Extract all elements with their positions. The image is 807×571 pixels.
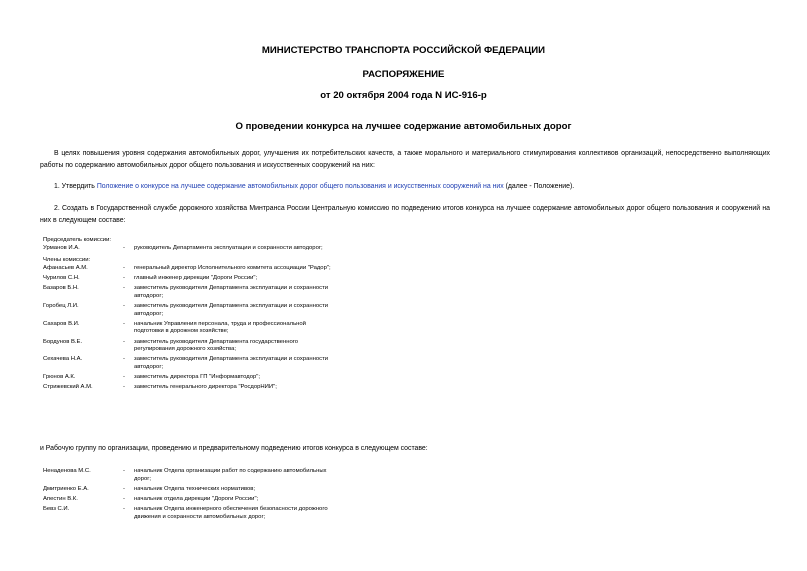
- item-1-prefix: 1. Утвердить: [54, 183, 97, 190]
- list-item: [43, 374, 363, 382]
- member-dash: -: [123, 485, 125, 492]
- member-position: руководитель Департамента эксплуатации и сохранности автодорог;: [134, 245, 323, 251]
- member-name: Сахаров В.И.: [43, 320, 80, 327]
- member-name: Грюнов А.К.: [43, 374, 76, 381]
- ministry-heading: МИНИСТЕРСТВО ТРАНСПОРТА РОССИЙСКОЙ ФЕДЕРАЦИИ: [261, 45, 546, 56]
- member-name: Бевз С.И.: [43, 506, 70, 513]
- list-item: [43, 356, 363, 371]
- list-item: [43, 285, 363, 300]
- member-name: Базаров Б.Н.: [43, 285, 79, 292]
- list-item: [43, 339, 363, 354]
- list-item: [43, 384, 363, 392]
- member-dash: -: [123, 338, 125, 345]
- member-name: Афанасьев А.М.: [43, 264, 88, 271]
- member-dash: -: [123, 468, 125, 474]
- member-dash: -: [123, 303, 125, 310]
- member-dash: -: [123, 245, 125, 251]
- member-dash: -: [123, 384, 125, 391]
- member-position: главный инженер дирекции "Дороги России";: [134, 275, 258, 282]
- member-position: генеральный директор Исполнительного комитета ассоциации "Радор";: [134, 264, 331, 271]
- intro-paragraph: В целях повышения уровня содержания автомобильных дорог, улучшения их потребительских качеств, а также морального и материального стимулирования коллективов организаций, непосредственно выполняющих работы по содержанию автомобильных дорог общего пользования и искусственных сооружений на них:: [40, 150, 770, 169]
- member-name: Горобец Л.И.: [43, 303, 79, 310]
- chair-label: Председатель комиссии:: [43, 237, 111, 243]
- member-dash: -: [123, 356, 125, 363]
- item-2-paragraph: 2. Создать в Государственной службе дорожного хозяйства Минтранса России Центральную комиссию по подведению итогов конкурса на лучшее содержание автомобильных дорог общего пользования и сооружений на них в следующем составе:: [40, 205, 770, 224]
- member-position: начальник Отдела технических нормативов;: [134, 485, 256, 492]
- commission-list: [43, 236, 363, 392]
- member-name: Стрижевский А.М.: [43, 384, 93, 391]
- member-dash: -: [123, 506, 125, 513]
- list-item: [43, 275, 363, 283]
- list-item: [43, 506, 363, 521]
- member-position: заместитель генерального директора "РосдорНИИ";: [134, 384, 277, 391]
- member-position: заместитель руководителя Департамента эксплуатации и сохранности автодорог;: [134, 285, 329, 299]
- item-1-suffix: (далее - Положение).: [503, 183, 575, 190]
- members-container: [43, 265, 363, 392]
- regulation-link[interactable]: Положение о конкурсе на лучшее содержание автомобильных дорог общего пользования и искусственных сооружений на них: [96, 183, 504, 190]
- list-item: [43, 321, 363, 336]
- member-dash: -: [123, 264, 125, 271]
- member-name: Апестин В.К.: [43, 495, 78, 502]
- document-title: О проведении конкурса на лучшее содержание автомобильных дорог: [235, 121, 572, 132]
- member-position: заместитель руководителя Департамента государственного регулирования дорожного хозяйства;: [134, 338, 299, 353]
- list-item: [43, 303, 363, 318]
- list-item: [43, 468, 363, 483]
- document-type: РАСПОРЯЖЕНИЕ: [362, 69, 445, 80]
- member-dash: -: [123, 374, 125, 381]
- list-item: [43, 486, 363, 494]
- member-dash: -: [123, 320, 125, 327]
- member-position: заместитель директора ГП "Информавтодор";: [134, 374, 260, 381]
- member-name: Урманов И.А.: [43, 245, 80, 251]
- member-position: начальник Отдела организации работ по содержанию автомобильных дорог;: [134, 468, 327, 482]
- workgroup-paragraph: и Рабочую группу по организации, проведению и предварительному подведению итогов конкурса в следующем составе:: [40, 445, 428, 452]
- list-item: [43, 265, 363, 273]
- member-name: Ненаденова М.С.: [43, 468, 91, 474]
- workgroup-list: [43, 468, 363, 521]
- document-date-number: от 20 октября 2004 года N ИС-916-р: [320, 90, 487, 101]
- member-name: Сехачева Н.А.: [43, 356, 83, 363]
- member-position: начальник Управления персонала, труда и профессиональной подготовки в дорожном хозяйстве;: [134, 320, 306, 335]
- item-1-paragraph: [40, 181, 770, 193]
- member-dash: -: [123, 285, 125, 292]
- member-dash: -: [123, 495, 125, 502]
- members-label: Члены комиссии:: [43, 256, 91, 263]
- member-name: Чурилов С.Н.: [43, 275, 80, 282]
- member-position: начальник Отдела инженерного обеспечения безопасности дорожного движения и сохранности автомобильных дорог;: [134, 506, 328, 520]
- member-position: заместитель руководителя Департамента эксплуатации и сохранности автодорог;: [134, 303, 329, 317]
- member-name: Дмитриенко Е.А.: [43, 485, 89, 492]
- list-item: [43, 496, 363, 504]
- member-dash: -: [123, 275, 125, 282]
- list-item: [43, 245, 363, 253]
- member-position: заместитель руководителя Департамента эксплуатации и сохранности автодорог;: [134, 356, 329, 370]
- member-position: начальник отдела дирекции "Дороги России";: [134, 495, 259, 502]
- member-name: Бордунов В.Е.: [43, 338, 83, 345]
